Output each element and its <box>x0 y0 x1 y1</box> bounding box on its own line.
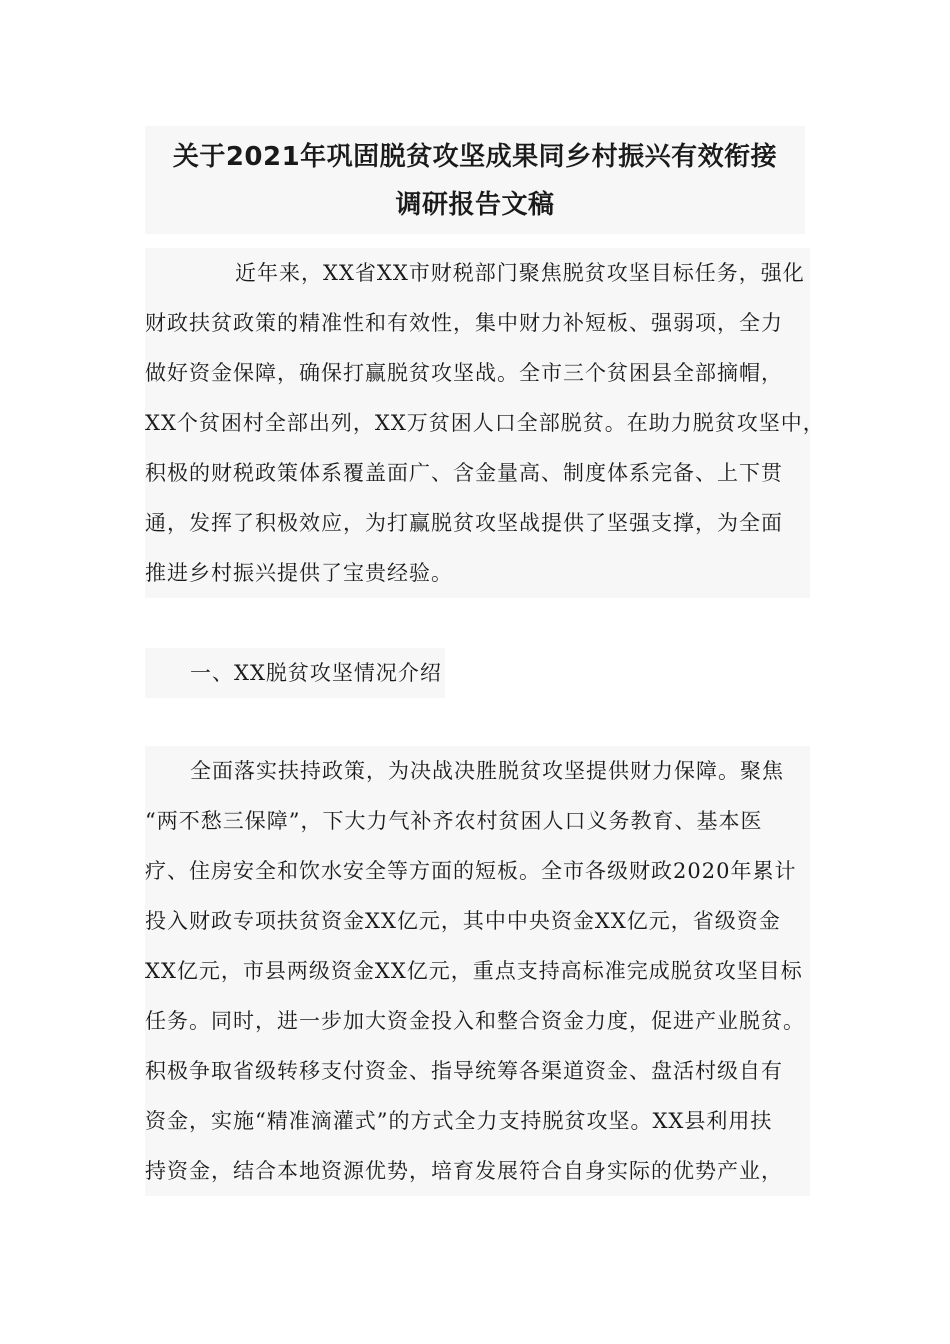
intro-line: XX个贫困村全部出列，XX万贫困人口全部脱贫。在助力脱贫攻坚中， <box>145 411 825 435</box>
intro-paragraph <box>145 248 825 598</box>
intro-line: 财政扶贫政策的精准性和有效性，集中财力补短板、强弱项，全力 <box>145 311 783 335</box>
intro-line: 推进乡村振兴提供了宝贵经验。 <box>145 561 453 585</box>
intro-line: 近年来，XX省XX市财税部门聚焦脱贫攻坚目标任务，强化 <box>235 261 805 285</box>
section-heading <box>145 648 445 698</box>
section-line: 全面落实扶持政策，为决战决胜脱贫攻坚提供财力保障。聚焦 <box>190 759 784 783</box>
section-line: 任务。同时，进一步加大资金投入和整合资金力度，促进产业脱贫。 <box>145 1009 805 1033</box>
intro-line: 做好资金保障，确保打赢脱贫攻坚战。全市三个贫困县全部摘帽， <box>145 361 783 385</box>
section-line: 积极争取省级转移支付资金、指导统筹各渠道资金、盘活村级自有 <box>145 1059 783 1083</box>
intro-line: 通，发挥了积极效应，为打赢脱贫攻坚战提供了坚强支撑，为全面 <box>145 511 783 535</box>
section-line: 疗、住房安全和饮水安全等方面的短板。全市各级财政2020年累计 <box>145 859 797 883</box>
section-heading-text: 一、XX脱贫攻坚情况介绍 <box>190 661 442 685</box>
intro-line: 积极的财税政策体系覆盖面广、含金量高、制度体系完备、上下贯 <box>145 461 783 485</box>
section-line: “两不愁三保障”，下大力气补齐农村贫困人口义务教育、基本医 <box>145 809 763 833</box>
document-title <box>145 126 805 234</box>
section-line: 投入财政专项扶贫资金XX亿元，其中中央资金XX亿元，省级资金 <box>145 909 781 933</box>
section-line: XX亿元，市县两级资金XX亿元，重点支持高标准完成脱贫攻坚目标 <box>145 959 803 983</box>
title-line-1: 关于2021年巩固脱贫攻坚成果同乡村振兴有效衔接 <box>172 142 778 172</box>
section-line: 持资金，结合本地资源优势，培育发展符合自身实际的优势产业， <box>145 1159 783 1183</box>
title-line-2: 调研报告文稿 <box>395 190 555 220</box>
section-paragraph <box>145 746 810 1196</box>
section-line: 资金，实施“精准滴灌式”的方式全力支持脱贫攻坚。XX县利用扶 <box>145 1109 773 1133</box>
